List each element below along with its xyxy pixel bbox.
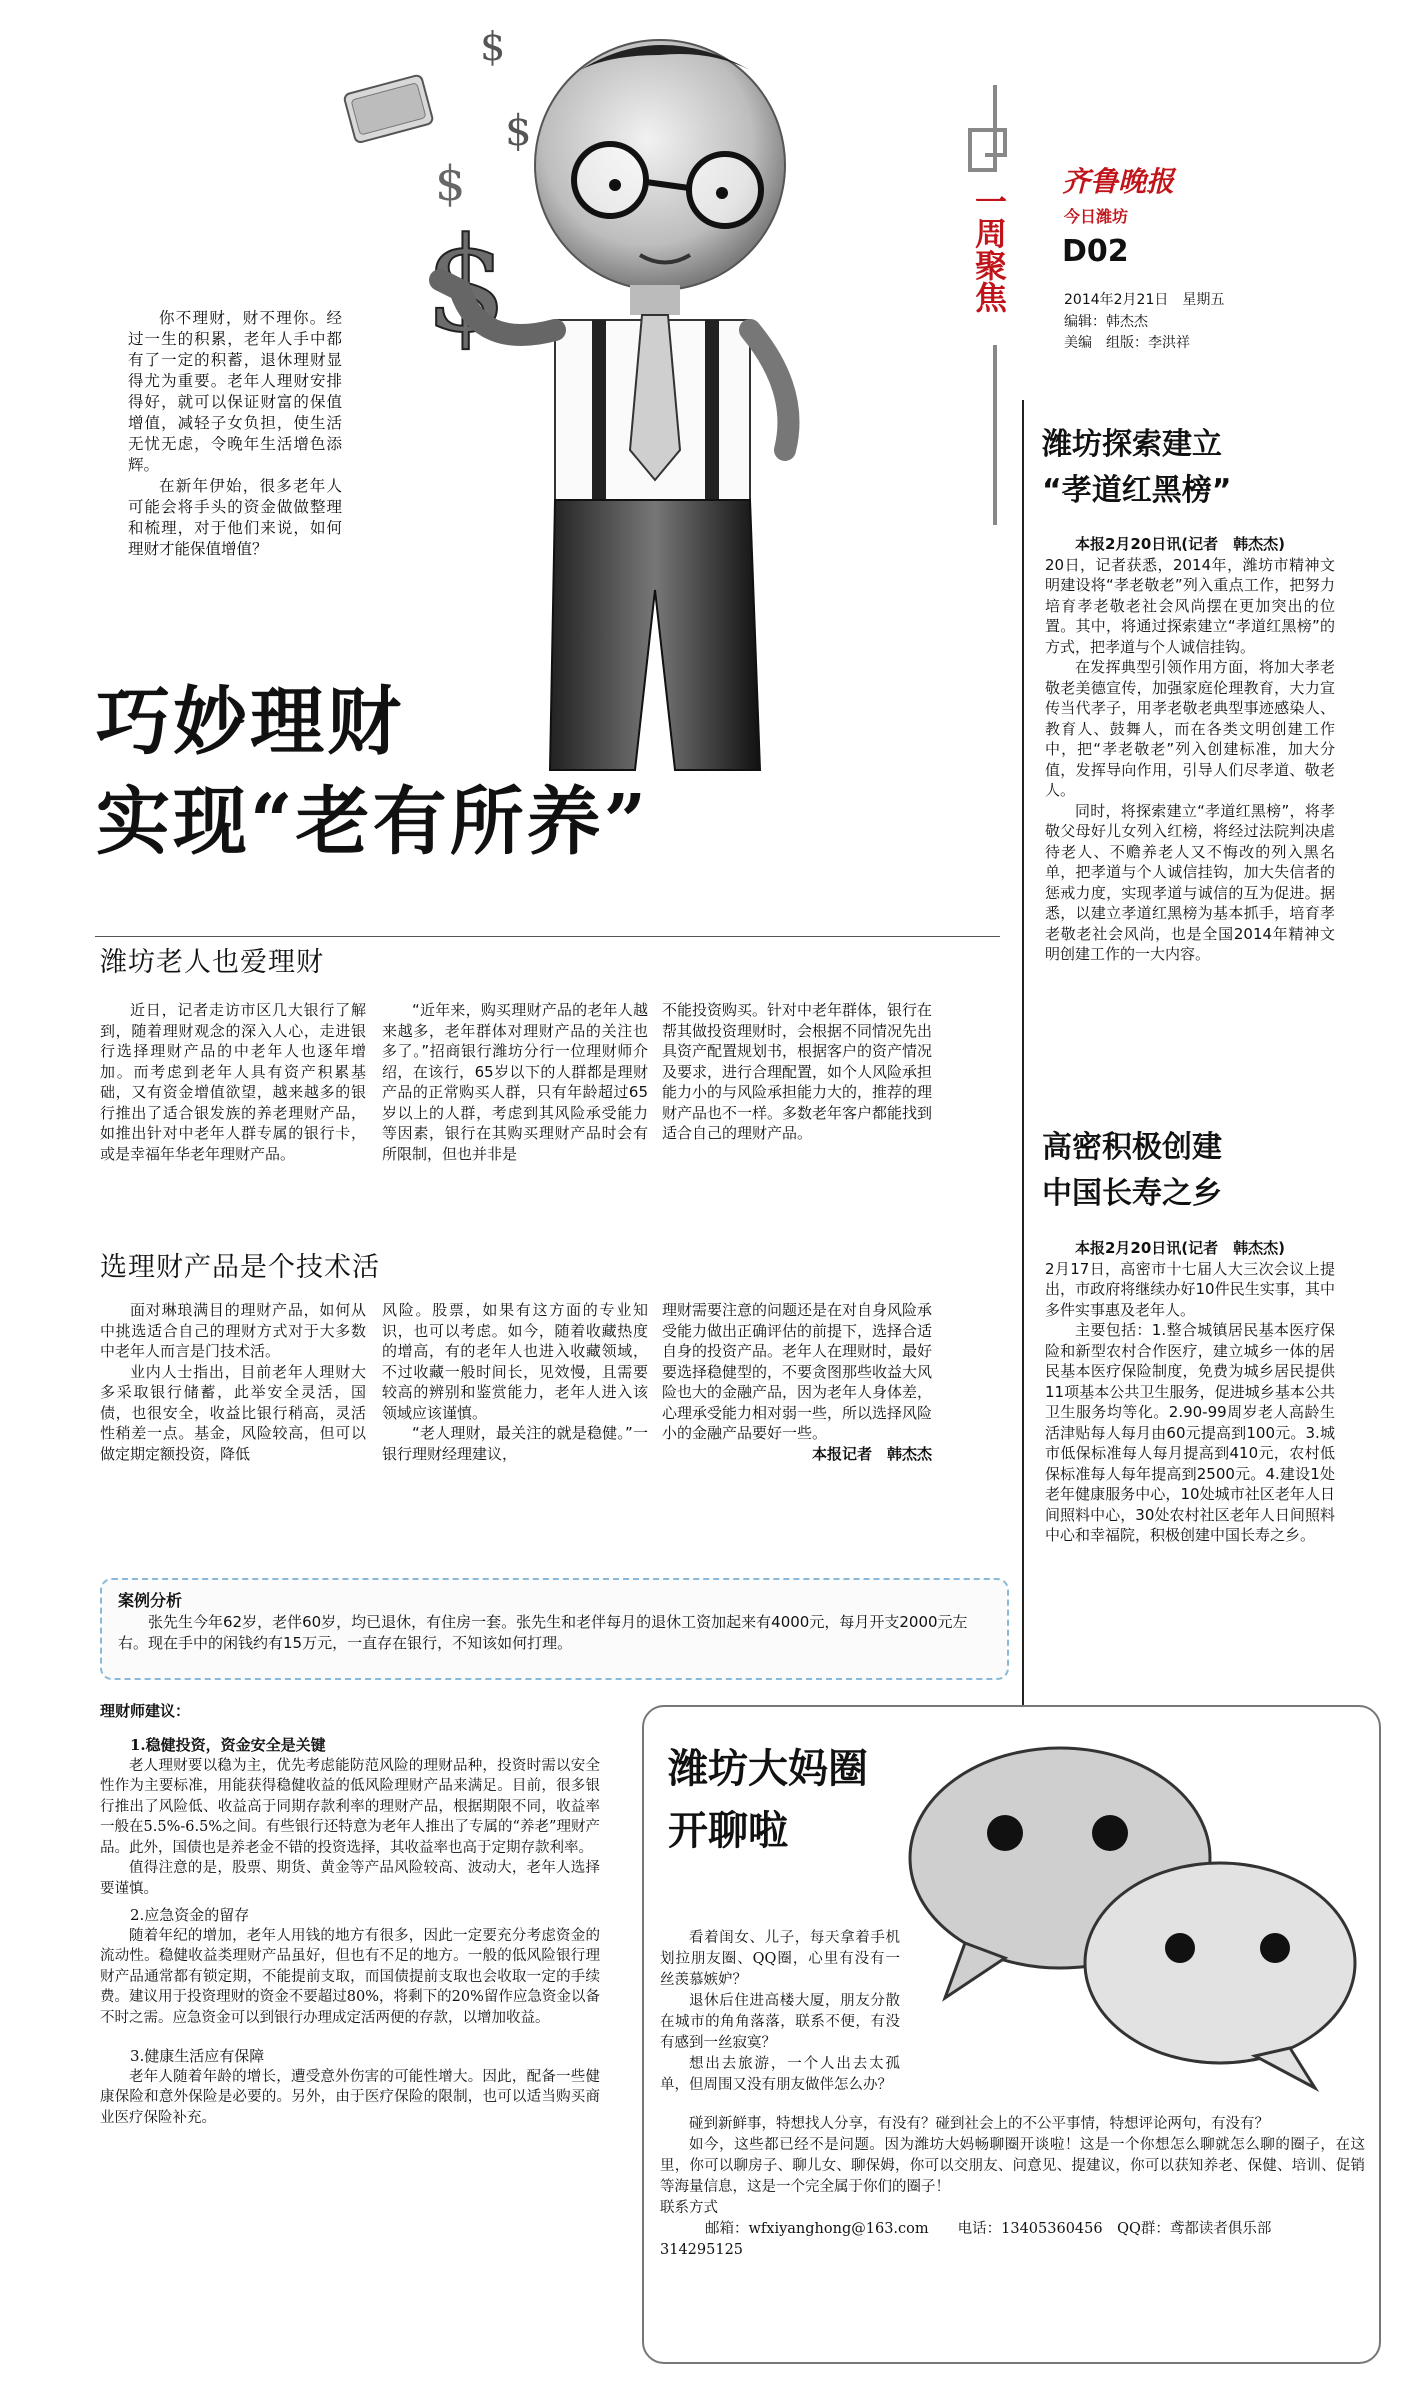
section1-col2-text: “近年来，购买理财产品的老年人越来越多，老年群体对理财产品的关注也多了。”招商银行潍坊分行一位理财师介绍，在该行，65岁以下的人群都是理财产品的正常购买人群，只有年龄超过65岁以上的人群，考虑到其风险承受能力等因素，银行在其购买理财产品时会有所限制，但也并非是 xyxy=(382,1001,648,1163)
news2-body xyxy=(1045,1238,1335,1546)
section1-col3 xyxy=(662,1000,932,1144)
section2-col3 xyxy=(662,1300,932,1464)
masthead-date: 2014年2月21日 星期五 xyxy=(1064,292,1225,308)
advice-heading-2: 2.应急资金的留存 xyxy=(130,1906,250,1924)
wechat-paragraph: 如今，这些都已经不是问题。因为潍坊大妈畅聊圈开谈啦！这是一个你想怎么聊就怎么聊的圈子，在这里，你可以聊房子、聊儿女、聊保姆，你可以交朋友、问意见、提建议，你可以获知养老、保健、培训、促销等海量信息，这是一个完全属于你们的圈子！ xyxy=(660,2137,1365,2195)
section1-heading: 潍坊老人也爱理财 xyxy=(100,947,324,978)
dollar-icon: $ xyxy=(505,106,532,155)
intro-text xyxy=(128,308,342,560)
advice-heading-1: 1.稳健投资，资金安全是关键 xyxy=(130,1736,326,1754)
section2-col1 xyxy=(100,1300,366,1464)
wechat-title xyxy=(668,1738,868,1862)
section1-col1-text: 近日，记者走访市区几大银行了解到，随着理财观念的深入人心，走进银行选择理财产品的中老年人也逐年增加。而考虑到老年人具有资产积累基础，又有资金增值欲望，越来越多的银行推出了适合银发族的养老理财产品，如推出针对中老年人群专属的银行卡，或是幸福年华老年理财产品。 xyxy=(100,1001,366,1163)
news1-title-line1: 潍坊探索建立 xyxy=(1042,427,1222,462)
section1-col1 xyxy=(100,1000,366,1164)
masthead-designer: 美编 组版：李洪祥 xyxy=(1064,335,1190,351)
page-number: D02 xyxy=(1062,234,1129,269)
main-title-line1: 巧妙理财 xyxy=(96,679,404,765)
section2-paragraph: 业内人士指出，目前老年人理财大多采取银行储蓄，此举安全灵活，国债，也很安全，收益比银行稍高，灵活性稍差一点。基金，风险较高，但可以做定期定额投资，降低 xyxy=(100,1362,366,1463)
advice-paragraph: 老年人随着年龄的增长，遭受意外伤害的可能性增大。因此，配备一些健康保险和意外保险是必要的。另外，由于医疗保险的限制，也可以适当购买商业医疗保险补充。 xyxy=(100,2068,600,2126)
section1-rule xyxy=(95,936,1000,937)
news1-paragraph: 20日，记者获悉，2014年，潍坊市精神文明建设将“孝老敬老”列入重点工作，把努力培育孝老敬老社会风尚摆在更加突出的位置。其中，将通过探索建立“孝道红黑榜”的方式，把孝道与个人诚信挂钩。 xyxy=(1045,555,1335,656)
section2-heading: 选理财产品是个技术活 xyxy=(100,1252,380,1283)
wechat-paragraph: 想出去旅游，一个人出去太孤单，但周围又没有朋友做伴怎么办？ xyxy=(660,2056,900,2093)
news2-lead: 本报2月20日讯(记者 韩杰杰) xyxy=(1075,1239,1286,1257)
wechat-paragraph: 退休后住进高楼大厦，朋友分散在城市的角角落落，联系不便，有没有感到一丝寂寞？ xyxy=(660,1993,900,2051)
dollar-icon: $ xyxy=(435,156,466,212)
news1-paragraph: 在发挥典型引领作用方面，将加大孝老敬老美德宣传，加强家庭伦理教育，大力宣传当代孝子，用孝老敬老典型事迹感染人、教育人、鼓舞人，而在各类文明创建工作中，把“孝老敬老”列入创建标准，加大分值，发挥导向作用，引导人们尽孝道、敬老人。 xyxy=(1045,658,1335,799)
section2-paragraph: 理财需要注意的问题还是在对自身风险承受能力做出正确评估的前提下，选择合适自身的投资产品。老年人在理财时，最好要选择稳健型的，不要贪图那些收益大风险也大的金融产品，因为老年人身体差，心理承受能力相对弱一些，所以选择风险小的金融产品要好一些。 xyxy=(662,1301,933,1442)
advice-paragraph: 值得注意的是，股票、期货、黄金等产品风险较高、波动大，老年人选择要谨慎。 xyxy=(100,1860,600,1897)
main-title-line2: 实现“老有所养” xyxy=(96,779,650,865)
wechat-body-wide xyxy=(660,2114,1365,2261)
section2-col2 xyxy=(382,1300,648,1464)
right-column-rule xyxy=(1022,400,1024,1735)
news1-paragraph: 同时，将探索建立“孝道红黑榜”，将孝敬父母好儿女列入红榜，将经过法院判决虐待老人、不赡养老人又不悔改的列入黑名单，把孝道与个人诚信挂钩，加大失信者的惩戒力度，实现孝道与诚信的互为促进。据悉，以建立孝道红黑榜为基本抓手，培育孝老敬老社会风尚，也是全国2014年精神文明创建工作的一大内容。 xyxy=(1045,801,1335,963)
section2-byline: 本报记者 韩杰杰 xyxy=(811,1444,932,1463)
wechat-qq-number: 314295125 xyxy=(660,2242,744,2258)
advice-label: 理财师建议： xyxy=(100,1702,191,1720)
wechat-logo-icon xyxy=(895,1738,1365,2098)
wechat-paragraph: 碰到新鲜事，特想找人分享，有没有？碰到社会上的不公平事情，特想评论两句，有没有？ xyxy=(689,2116,1269,2132)
news2-title-line2: 中国长寿之乡 xyxy=(1042,1176,1222,1211)
cartoon-illustration xyxy=(330,30,980,780)
section2-paragraph: 风险。股票，如果有这方面的专业知识，也可以考虑。如今，随着收藏热度的增高，有的老年人也进入收藏领域，不过收藏一般时间长，见效慢，且需要较高的辨别和鉴赏能力，老年人进入该领域应该谨慎。 xyxy=(382,1301,648,1422)
case-box xyxy=(100,1578,1009,1680)
case-title: 案例分析 xyxy=(118,1591,183,1610)
section-label: 一周聚焦 xyxy=(970,185,1008,313)
wechat-title-line1: 潍坊大妈圈 xyxy=(668,1746,868,1792)
news2-paragraph: 主要包括：1.整合城镇居民基本医疗保险和新型农村合作医疗，建立城乡一体的居民基本医疗保险制度，免费为城乡居民提供11项基本公共卫生服务，促进城乡基本公共卫生服务均等化。2.90-99周岁老人高龄生活津贴每人每月由60元提高到100元。3.城市低保标准每人每月提高到410元，农村低保标准每人每年提高到2500元。4.建设1处老年健康服务中心，10处城市社区老年人日间照料中心，30处农村社区老年人日间照料中心和幸福院，积极创建中国长寿之乡。 xyxy=(1045,1321,1335,1544)
masthead-editor: 编辑：韩杰杰 xyxy=(1064,314,1148,330)
case-text: 张先生今年62岁，老伴60岁，均已退休，有住房一套。张先生和老伴每月的退休工资加起来有4000元，每月开支2000元左右。现在手中的闲钱约有15万元，一直存在银行，不知该如何打理。 xyxy=(118,1613,968,1652)
advice-heading-3: 3.健康生活应有保障 xyxy=(130,2047,265,2065)
dollar-icon: $ xyxy=(480,30,506,70)
masthead-edition: 今日潍坊 xyxy=(1064,207,1129,226)
section1-col3-text: 不能投资购买。针对中老年群体，银行在帮其做投资理财时，会根据不同情况先出具资产配置规划书，根据客户的资产情况及要求，进行合理配置，如个人风险承担能力小的与风险承担能力大的，推荐的理财产品也不一样。多数老年客户都能找到适合自己的理财产品。 xyxy=(662,1001,933,1142)
intro-paragraph: 在新年伊始，很多老年人可能会将手头的资金做做整理和梳理，对于他们来说，如何理财才能保值增值？ xyxy=(128,477,342,558)
advice-paragraph: 随着年纪的增加，老年人用钱的地方有很多，因此一定要充分考虑资金的流动性。稳健收益类理财产品虽好，但也有不足的地方。一般的低风险银行理财产品通常都有锁定期，不能提前支取，而国债提前支取也会收取一定的手续费。建议用于投资理财的资金不要超过80%，将剩下的20%留作应急资金以备不时之需。应急资金可以到银行办理成定活两便的存款，以增加收益。 xyxy=(100,1927,600,2026)
advice-body xyxy=(100,1735,600,2128)
news1-body xyxy=(1045,534,1335,965)
news2-title xyxy=(1042,1125,1222,1217)
wechat-body-narrow xyxy=(660,1928,900,2096)
big-dollar-icon: $ xyxy=(425,209,508,361)
advice-paragraph: 老人理财要以稳为主，优先考虑能防范风险的理财品种，投资时需以安全性作为主要标准，用能获得稳健收益的低风险理财产品来满足。目前，很多银行推出了风险低、收益高于同期存款利率的理财产品，根据期限不同，收益率一般在5.5%-6.5%之间。有些银行还特意为老年人推出了专属的“养老”理财产品。此外，国债也是养老金不错的投资选择，其收益率也高于定期存款利率。 xyxy=(100,1757,600,1856)
main-title xyxy=(96,672,796,872)
money-stack-icon xyxy=(343,74,433,143)
intro-paragraph: 你不理财，财不理你。经过一生的积累，老年人手中都有了一定的积蓄，退休理财显得尤为重要。老年人理财安排得好，就可以保证财富的保值增值，减轻子女负担，使生活无忧无虑，令晚年生活增色添辉。 xyxy=(128,309,342,474)
masthead-logo: 齐鲁晚报 xyxy=(1062,165,1175,198)
wechat-title-line2: 开聊啦 xyxy=(668,1808,788,1854)
news1-title xyxy=(1042,422,1231,514)
section2-paragraph: 面对琳琅满目的理财产品，如何从中挑选适合自己的理财方式对于大多数中老年人而言是门技术活。 xyxy=(100,1301,366,1360)
news2-paragraph: 2月17日，高密市十七届人大三次会议上提出，市政府将继续办好10件民生实事，其中多件实事惠及老年人。 xyxy=(1045,1259,1335,1319)
wechat-contact: 邮箱：wfxiyanghong@163.com 电话：13405360456 QQ群：鸢都读者俱乐部 xyxy=(705,2221,1272,2237)
section1-col2 xyxy=(382,1000,648,1164)
wechat-contact-label: 联系方式 xyxy=(660,2200,718,2216)
news2-title-line1: 高密积极创建 xyxy=(1042,1130,1222,1165)
news1-lead: 本报2月20日讯(记者 韩杰杰) xyxy=(1075,535,1286,553)
news1-title-line2: “孝道红黑榜” xyxy=(1042,473,1232,508)
wechat-paragraph: 看着闺女、儿子，每天拿着手机划拉朋友圈、QQ圈，心里有没有一丝羡慕嫉妒？ xyxy=(660,1930,900,1988)
section2-paragraph: “老人理财，最关注的就是稳健。”一银行理财经理建议， xyxy=(382,1424,648,1463)
